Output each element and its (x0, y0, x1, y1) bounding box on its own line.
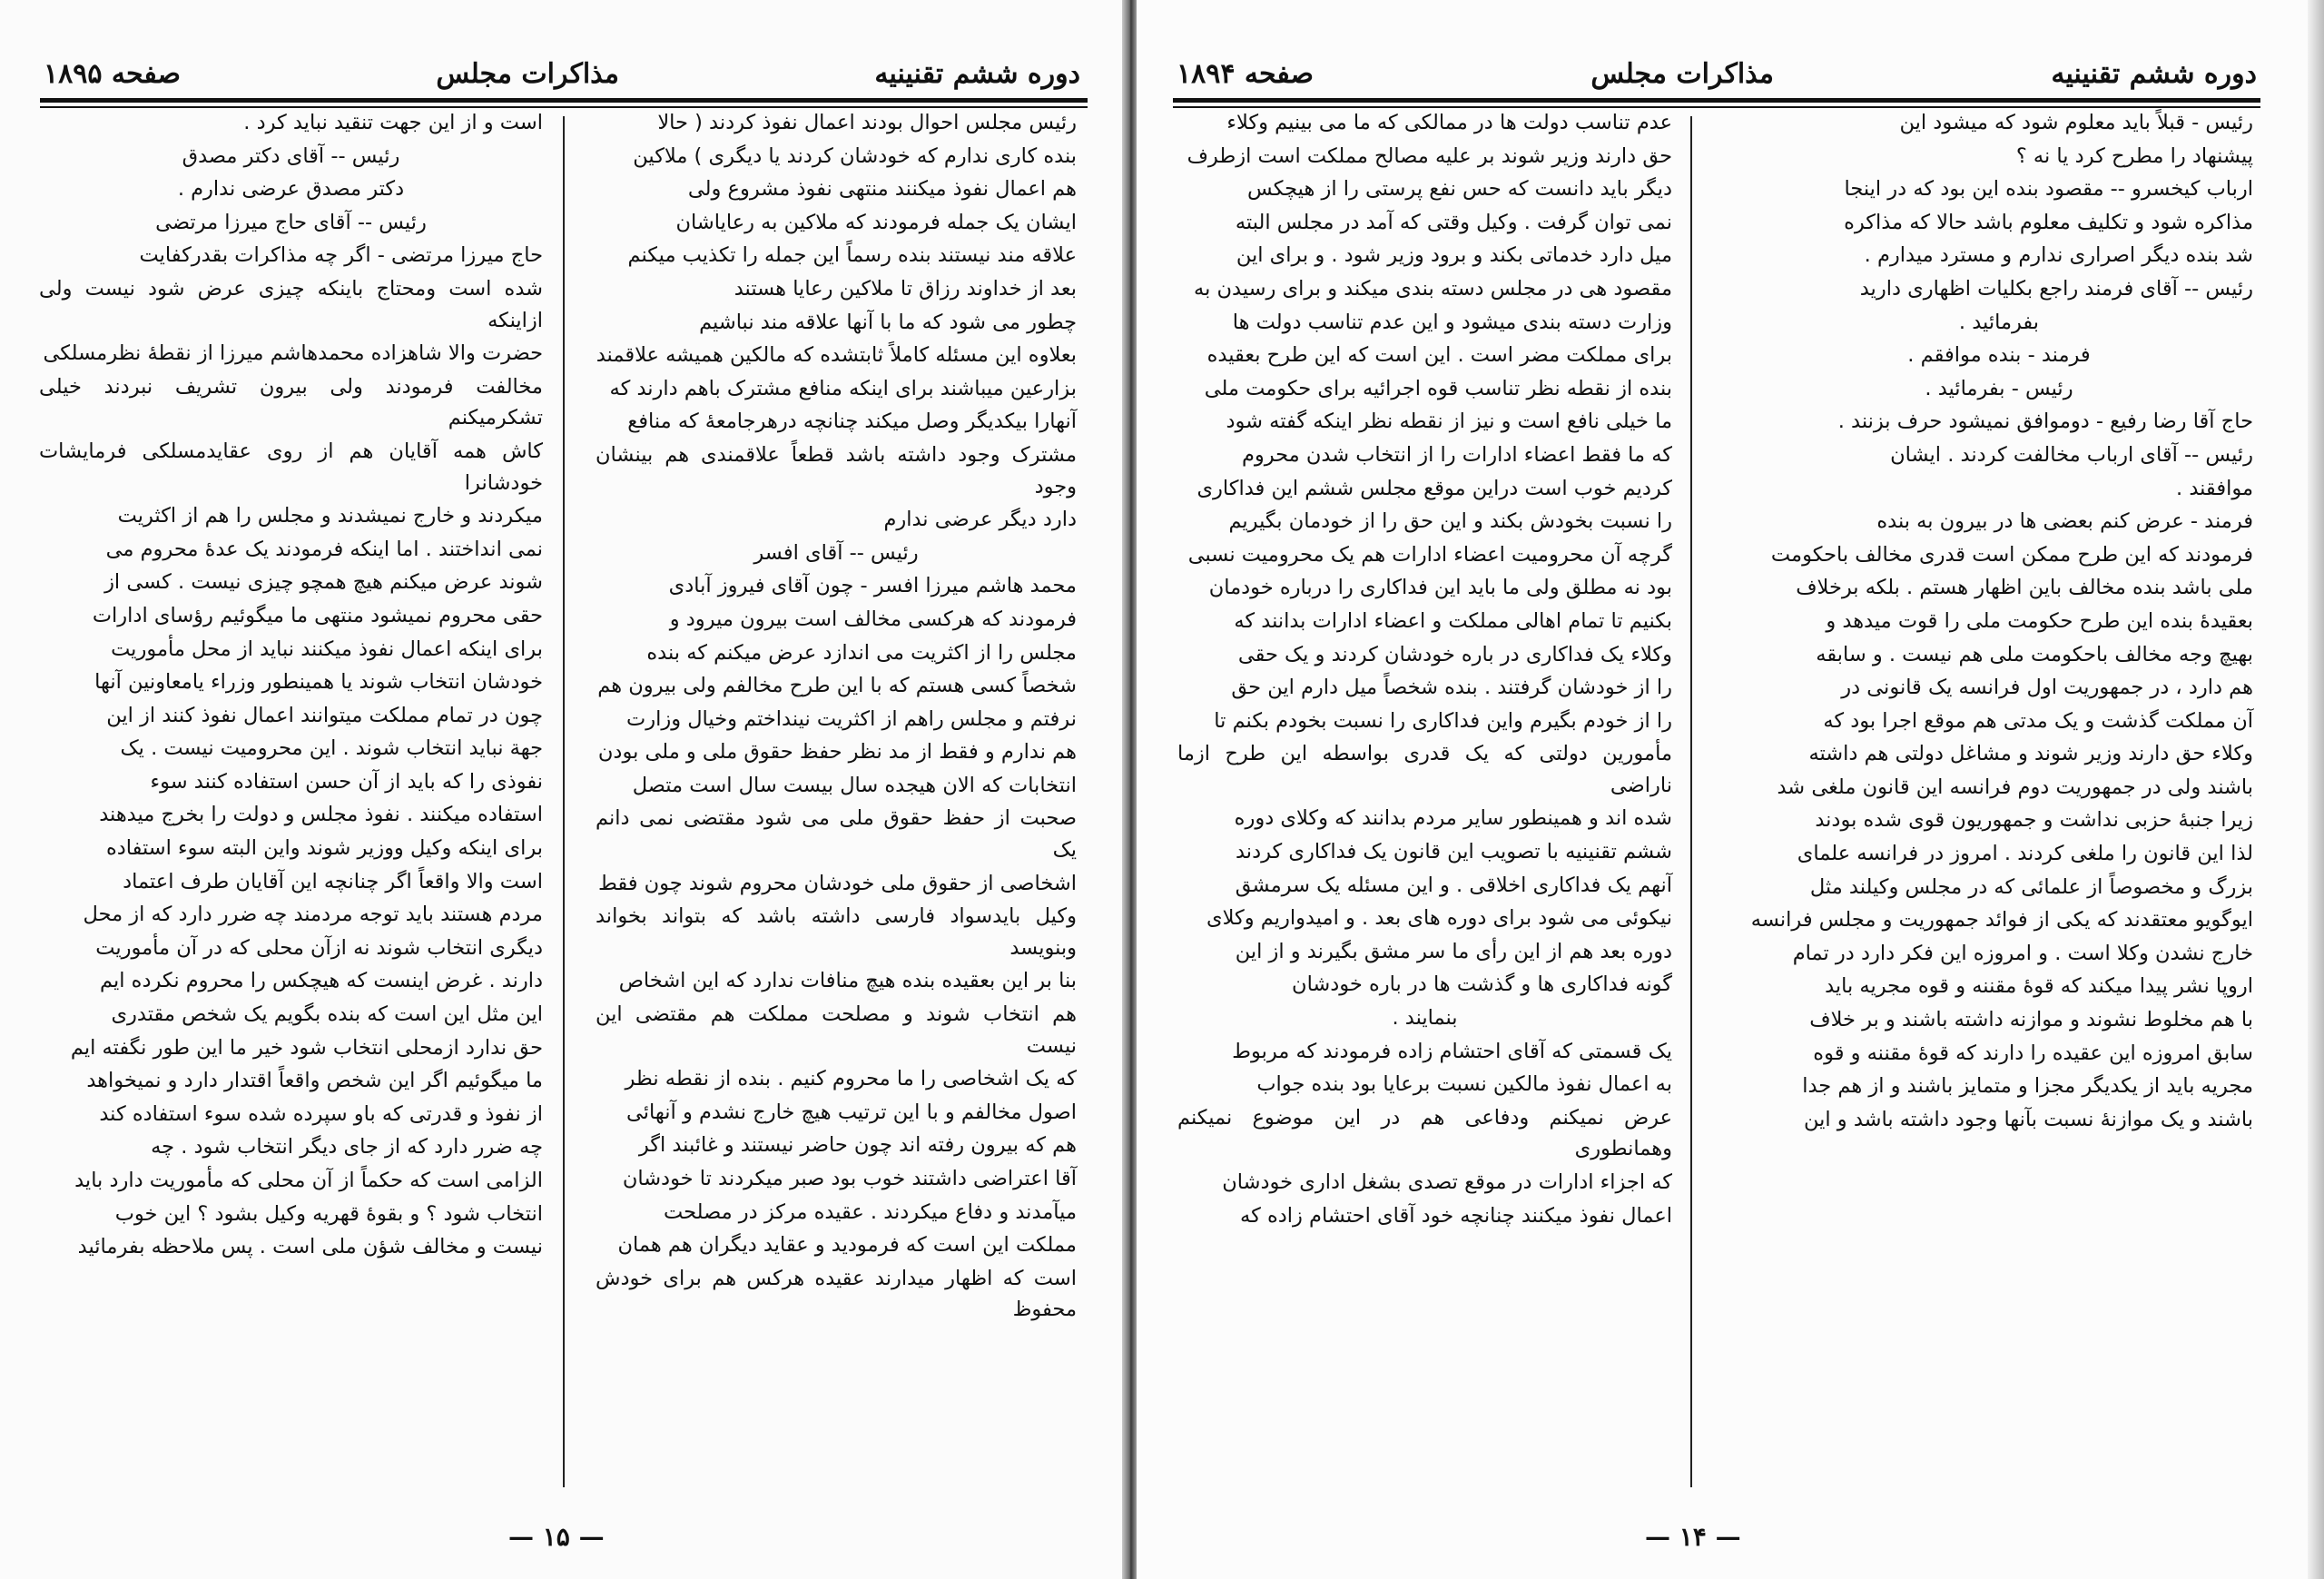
text-line: الزامی است که حکماً از آن محلی که مأموریت دارد باید (74, 1169, 543, 1192)
text-line: دکتر مصدق عرضی ندارم . (177, 177, 405, 202)
text-line: بزارعین میباشند برای اینکه منافع مشترک باهم دارند که (609, 376, 1077, 400)
text-line: نیست و مخالف شؤن ملی است . پس ملاحظه بفرمائید (77, 1235, 543, 1259)
text-line: حضرت والا شاهزاده محمدهاشم میرزا از نقطهٔ نظرمسلکی (43, 341, 543, 366)
text-line: دارد دیگر عرضی ندارم (883, 508, 1077, 532)
text-line: بنده از نقطه نظر تناسب قوه اجرائیه برای حکومت ملی (1204, 376, 1672, 400)
text-line: جهة نباید انتخاب شوند . این محرومیت نیست . یک (120, 736, 543, 761)
text-line: ایوگویو معتقدند که یکی از فوائد جمهوریت و مجلس فرانسه (1750, 908, 2253, 933)
text-line: چه ضرر دارد که از جای دیگر انتخاب شود . چه (151, 1135, 543, 1160)
left-page-right-column (596, 107, 1077, 1327)
text-line: هم دارد ، در جمهوریت اول فرانسه یک قانونی در (1841, 676, 2253, 700)
text-line: با هم مخلوط نشوند و موازنه داشته باشند و بر خلاف (1809, 1008, 2253, 1032)
text-line: بعد از خداوند رزاق تا ملاکین رعایا هستند (734, 276, 1077, 301)
text-line: از نفوذ و قدرتی که باو سپرده شده سوء استفاده کند (99, 1101, 543, 1126)
text-line: خارج نشدن وکلا است . و امروزه این فکر دارد در تمام (1792, 941, 2253, 965)
text-line: شده است ومحتاج باینکه چیزی عرض شود نیست ولی ازاینکه (39, 276, 543, 332)
text-line: نفوذی را که باید از آن حسن استفاده کنند سوء (150, 769, 543, 794)
text-line: ایشان یک جمله فرمودند که ملاکین به رعایاشان (675, 210, 1077, 234)
text-line: آقا اعتراضی داشتند خوب بود صبر میکردند تا خودشان (622, 1167, 1077, 1190)
text-line: انتخابات که الان هیجده سال بیست سال است متصل (632, 773, 1077, 797)
text-line: رئیس -- آقای حاج میرزا مرتضی (155, 210, 427, 234)
text-line: آن مملکت گذشت و یک مدتی هم موقع اجرا بود که (1823, 708, 2253, 733)
right-page-column-divider (1690, 116, 1692, 1487)
right-page (1137, 0, 2308, 1579)
text-line: مملکت این است که فرمودید و عقاید دیگران هم همان (617, 1233, 1077, 1258)
text-line: نرفتم و مجلس راهم از اکثریت نینداختم وخیال وزارت (626, 706, 1077, 731)
text-line: مذاکره شود و تکلیف معلوم باشد حالا که مذاکره (1844, 210, 2253, 234)
text-line: عدم تناسب دولت ها در ممالکی که ما می بینیم وکلاء (1226, 111, 1672, 134)
text-line: فرمند - بنده موافقم . (1907, 343, 2091, 368)
text-line: بنا بر این بعقیده بنده هیچ منافات ندارد که این اشخاص (618, 969, 1077, 993)
text-line: مردم هستند باید توجه مردمند چه ضرر دارد که از محل (83, 903, 543, 927)
text-line: بود نه مطلق ولی ما باید این فداکاری را درباره خودمان (1208, 576, 1672, 600)
text-line: رئیس - بفرمائید . (1925, 376, 2073, 400)
text-line: ملی باشد بنده مخالف باین اظهار هستم . بلکه برخلاف (1796, 576, 2253, 600)
text-line: دیگری انتخاب شوند نه ازآن محلی که در آن مأموریت (95, 935, 543, 960)
text-line: موافقند . (2176, 476, 2253, 500)
text-line: چطور می شود که ما با آنها علاقه مند نباشیم (699, 310, 1077, 334)
text-line: بزرگ و مخصوصاً از علمائی که در مجلس وکیلند مثل (1809, 874, 2253, 899)
text-line: است که اظهار میدارند عقیده هرکس هم برای خودش محفوظ (596, 1266, 1077, 1322)
text-line: وزارت دسته بندی میشود و این عدم تناسب دولت ها (1232, 310, 1672, 334)
text-line: نیکوئی می شود برای دوره های بعد . و امیدواریم وکلای (1206, 906, 1672, 931)
text-line: گرچه آن محرومیت اعضاء ادارات هم یک محرومیت نسبی (1187, 542, 1672, 567)
text-line: را از خودم بگیرم واین فداکاری را نسبت بخودم بکنم تا (1214, 708, 1672, 733)
text-line: برای اینکه اعمال نفوذ میکنند نباید از محل مأموریت (111, 637, 543, 661)
text-line: یک قسمتی که آقای احتشام زاده فرمودند که مربوط (1232, 1039, 1672, 1063)
text-line: این مثل این است که بنده بگویم یک شخص مقتدری (111, 1002, 543, 1027)
text-line: سابق امروزه این عقیده را دارند که قوهٔ مقننه و قوه (1813, 1041, 2253, 1065)
text-line: ارباب کیخسرو -- مقصود بنده این بود که در اینجا (1844, 177, 2253, 202)
text-line: ششم تقنینیه با تصویب این قانون یک فداکاری کردند (1236, 840, 1672, 864)
text-line: مجلس را از اکثریت می اندازد عرض میکنم که بنده (646, 640, 1077, 665)
left-header-session: دوره ششم تقنینیه (874, 57, 1080, 90)
text-line: نمی توان گرفت . وکیل وقتی که آمد در مجلس البته (1235, 210, 1672, 234)
text-line: بهیچ وجه مخالف باحکومت ملی هم نیست . و سابقه (1816, 642, 2253, 666)
text-line: بکنیم تا تمام اهالی مملکت و اعضاء ادارات بدانند که (1234, 608, 1672, 633)
text-line: مأمورین دولتی که یک قدری بواسطه این طرح ازما ناراضی (1177, 742, 1672, 797)
text-line: ما خیلی نافع است و نیز از نقطه نظر اینکه گفته شود (1226, 410, 1672, 434)
left-header-rule-thick (40, 98, 1088, 103)
text-line: عرض نمیکنم ودفاعی هم در این موضوع نمیکنم وهمانطوری (1177, 1105, 1672, 1161)
text-line: هم ندارم و فقط از مد نظر حفظ حقوق ملی و ملی بودن (597, 740, 1077, 765)
text-line: دارند . غرض اینست که هیچکس را محروم نکرده ایم (100, 969, 543, 993)
text-line: وکیل بایدسواد فارسی داشته باشد که بتواند بخواند وبنویسد (596, 904, 1077, 960)
right-header-page-number: صفحه ۱۸۹۴ (1177, 57, 1315, 90)
text-line: هم اعمال نفوذ میکنند منتهی نفوذ مشروع ولی (687, 177, 1077, 202)
text-line: که یک اشخاصی را ما محروم کنیم . بنده از نقطه نظر (625, 1067, 1077, 1091)
text-line: انتخاب شود ؟ و بقوهٔ قهریه وکیل بشود ؟ این خوب (114, 1201, 543, 1226)
text-line: اصول مخالفم و با این ترتیب هیچ خارج نشدم و آنهائی (626, 1100, 1077, 1124)
text-line: رئیس مجلس احوال بودند اعمال نفوذ کردند ( حالا (657, 111, 1077, 134)
left-page-left-column (39, 107, 543, 1265)
text-line: پیشنهاد را مطرح کرد یا نه ؟ (2015, 143, 2253, 168)
text-line: زیرا جنبهٔ حزبی نداشت و جمهوریون قوی شده بودند (1815, 808, 2253, 833)
text-line: بنده کاری ندارم که خودشان کردند یا دیگری ) ملاکین (633, 143, 1077, 168)
text-line: شخصاً کسی هستم که با این طرح مخالفم ولی بیرون هم (597, 674, 1077, 698)
text-line: باشند ولی در جمهوریت دوم فرانسه این قانون ملغی شد (1777, 775, 2253, 799)
right-page-right-column (1745, 107, 2253, 1137)
text-line: خودشان انتخاب شوند یا همینطور وزراء یامعاونین آنها (94, 670, 543, 695)
text-line: علاقه مند نیستند بنده رسماً این جمله را تکذیب میکنم (627, 243, 1077, 268)
text-line: صحبت از حفظ حقوق ملی می شود مقتضی نمی دانم یک (596, 806, 1077, 863)
text-line: فرمودند که هرکسی مخالف است بیرون میرود و (669, 607, 1077, 631)
text-line: فرمند - عرض کنم بعضی ها در بیرون به بنده (1876, 509, 2253, 534)
text-line: که اجزاء ادارات در موقع تصدی بشغل اداری خودشان (1222, 1170, 1672, 1194)
text-line: حق ندارد ازمحلی انتخاب شود خیر ما این طور نگفته ایم (70, 1035, 543, 1060)
text-line: شده اند و همینطور سایر مردم بدانند که وکلای دوره (1234, 806, 1672, 831)
text-line: حقی محروم نمیشود منتهی ما میگوئیم رؤسای ادارات (92, 603, 543, 627)
text-line: است والا واقعاً اگر چنانچه این آقایان طرف اعتماد (123, 869, 543, 893)
text-line: دیگر باید دانست که حس نفع پرستی را از هیچکس (1247, 177, 1672, 202)
text-line: اعمال نفوذ میکنند چنانچه خود آقای احتشام زاده که (1240, 1203, 1672, 1228)
right-header-title: مذاکرات مجلس (1590, 57, 1774, 90)
text-line: حاج میرزا مرتضی - اگر چه مذاکرات بقدرکفایت (139, 243, 543, 268)
text-line: مشترک وجود داشته باشد قطعاً علاقمندی هم بینشان وجود (596, 442, 1077, 498)
text-line: که ما فقط اعضاء ادارات را از انتخاب شدن محروم (1241, 442, 1672, 467)
text-line: دوره بعد هم از این رأی ما سر مشق بگیرند و از این (1235, 939, 1672, 963)
text-line: برای اینکه وکیل ووزیر شوند واین البته سوء استفاده (105, 836, 543, 861)
left-page (0, 0, 1124, 1579)
text-line: استفاده میکنند . نفوذ مجلس و دولت را بخرج میدهند (99, 803, 543, 827)
text-line: کاش همه آقایان هم از روی عقایدمسلکی فرمایشات خودشانرا (39, 439, 543, 495)
text-line: ما میگوئیم اگر این شخص واقعاً اقتدار دارد و نمیخواهد (86, 1069, 543, 1093)
right-page-left-column (1177, 107, 1672, 1233)
text-line: وکلاء حق دارند وزیر شوند و مشاغل دولتی هم داشته (1808, 742, 2253, 766)
text-line: آنهم یک فداکاری اخلاقی . و این مسئله یک سرمشق (1235, 873, 1672, 897)
left-header-title: مذاکرات مجلس (436, 57, 619, 90)
text-line: مجریه باید از یکدیگر مجزا و متمایز باشند و از هم جدا (1802, 1074, 2253, 1099)
right-page-folio: — ۱۴ — (1645, 1522, 1741, 1552)
text-line: آنهارا بیکدیگر وصل میکند چنانچه درهرجامعهٔ که منافع (627, 410, 1077, 434)
text-line: مقصود هی در مجلس دسته بندی میکند و برای رسیدن به (1194, 276, 1672, 301)
text-line: اروپا نشر پیدا میکند که قوهٔ مقننه و قوه مجریه باید (1825, 974, 2253, 999)
text-line: میکردند و خارج نمیشدند و مجلس را هم از اکثریت (117, 504, 543, 528)
text-line: هم که بیرون رفته اند چون حاضر نیستند و غائبند اگر (638, 1133, 1077, 1158)
text-line: محمد هاشم میرزا افسر - چون آقای فیروز آبادی (668, 574, 1077, 598)
text-line: شوند عرض میکنم هیچ همچو چیزی نیست . کسی از (104, 570, 543, 595)
text-line: به اعمال نفوذ مالکین نسبت برعایا بود بنده جواب (1256, 1072, 1672, 1097)
left-page-column-divider (563, 116, 565, 1487)
text-line: رئیس -- آقای دکتر مصدق (182, 143, 400, 168)
page-edge (2308, 0, 2324, 1579)
text-line: گونه فداکاری ها و گذشت ها در باره خودشان (1292, 972, 1672, 997)
text-line: باشند و یک موازنهٔ نسبت بآنها وجود داشته باشد و این (1804, 1107, 2253, 1131)
right-header-session: دوره ششم تقنینیه (2051, 57, 2257, 90)
text-line: رئیس - قبلاً باید معلوم شود که میشود این (1899, 111, 2253, 134)
text-line: بعقیدهٔ بنده این طرح حکومت ملی را قوت میدهد و (1826, 608, 2253, 633)
text-line: اشخاصی از حقوق ملی خودشان محروم شوند چون فقط (598, 871, 1077, 895)
text-line: میآمدند و دفاع میکردند . عقیده مرکز در مصلحت (664, 1199, 1077, 1224)
left-page-header (44, 53, 1080, 94)
text-line: رئیس -- آقای فرمند راجع بکلیات اظهاری دارید (1859, 276, 2253, 301)
text-line: را از خودشان گرفتند . بنده شخصاً میل دارم این حق (1231, 676, 1672, 700)
text-line: حاج آقا رضا رفیع - دوموافق نمیشود حرف بزنند . (1837, 410, 2253, 434)
text-line: فرمودند که این طرح ممکن است قدری مخالف باحکومت (1770, 542, 2253, 567)
text-line: رئیس -- آقای ارباب مخالفت کردند . ایشان (1890, 442, 2253, 467)
text-line: مخالفت فرمودند ولی بیرون تشریف نبردند خیلی تشکرمیکنم (39, 374, 543, 430)
text-line: نمی انداختند . اما اینکه فرمودند یک عدهٔ محروم می (105, 537, 543, 561)
text-line: کردیم خوب است دراین موقع مجلس ششم این فداکاری (1196, 476, 1672, 500)
text-line: است و از این جهت تنقید نباید کرد . (243, 111, 543, 134)
text-line: حق دارند وزیر شوند بر علیه مصالح مملکت است ازطرف (1187, 143, 1672, 168)
right-page-header (1177, 53, 2257, 94)
text-line: لذا این قانون را ملغی کردند . امروز در فرانسه علمای (1797, 842, 2253, 866)
left-header-page-number: صفحه ۱۸۹۵ (44, 57, 182, 90)
text-line: شد بنده دیگر اصراری ندارم و مسترد میدارم . (1864, 243, 2253, 268)
text-line: برای مملکت مضر است . این است که این طرح بعقیده (1206, 343, 1672, 368)
text-line: را نسبت بخودش بکند و این حق را از خودمان بگیریم (1228, 509, 1672, 534)
right-header-rule-thick (1173, 98, 2260, 103)
text-line: بعلاوه این مسئله کاملاً ثابتشده که مالکین همیشه علاقمند (596, 343, 1077, 368)
text-line: چون در تمام مملکت میتوانند اعمال نفوذ کنند از این (106, 703, 543, 727)
text-line: بفرمائید . (1958, 310, 2040, 334)
left-page-folio: — ۱۵ — (508, 1522, 605, 1552)
text-line: هم انتخاب شوند و مصلحت مملکت هم مقتضی این نیست (596, 1002, 1077, 1058)
text-line: میل دارد خدماتی بکند و برود وزیر شود . و برای این (1236, 243, 1672, 268)
text-line: رئیس -- آقای افسر (753, 540, 919, 565)
text-line: بنمایند . (1392, 1006, 1458, 1031)
text-line: وکلاء یک فداکاری در باره خودشان کردند و یک حقی (1237, 642, 1672, 666)
